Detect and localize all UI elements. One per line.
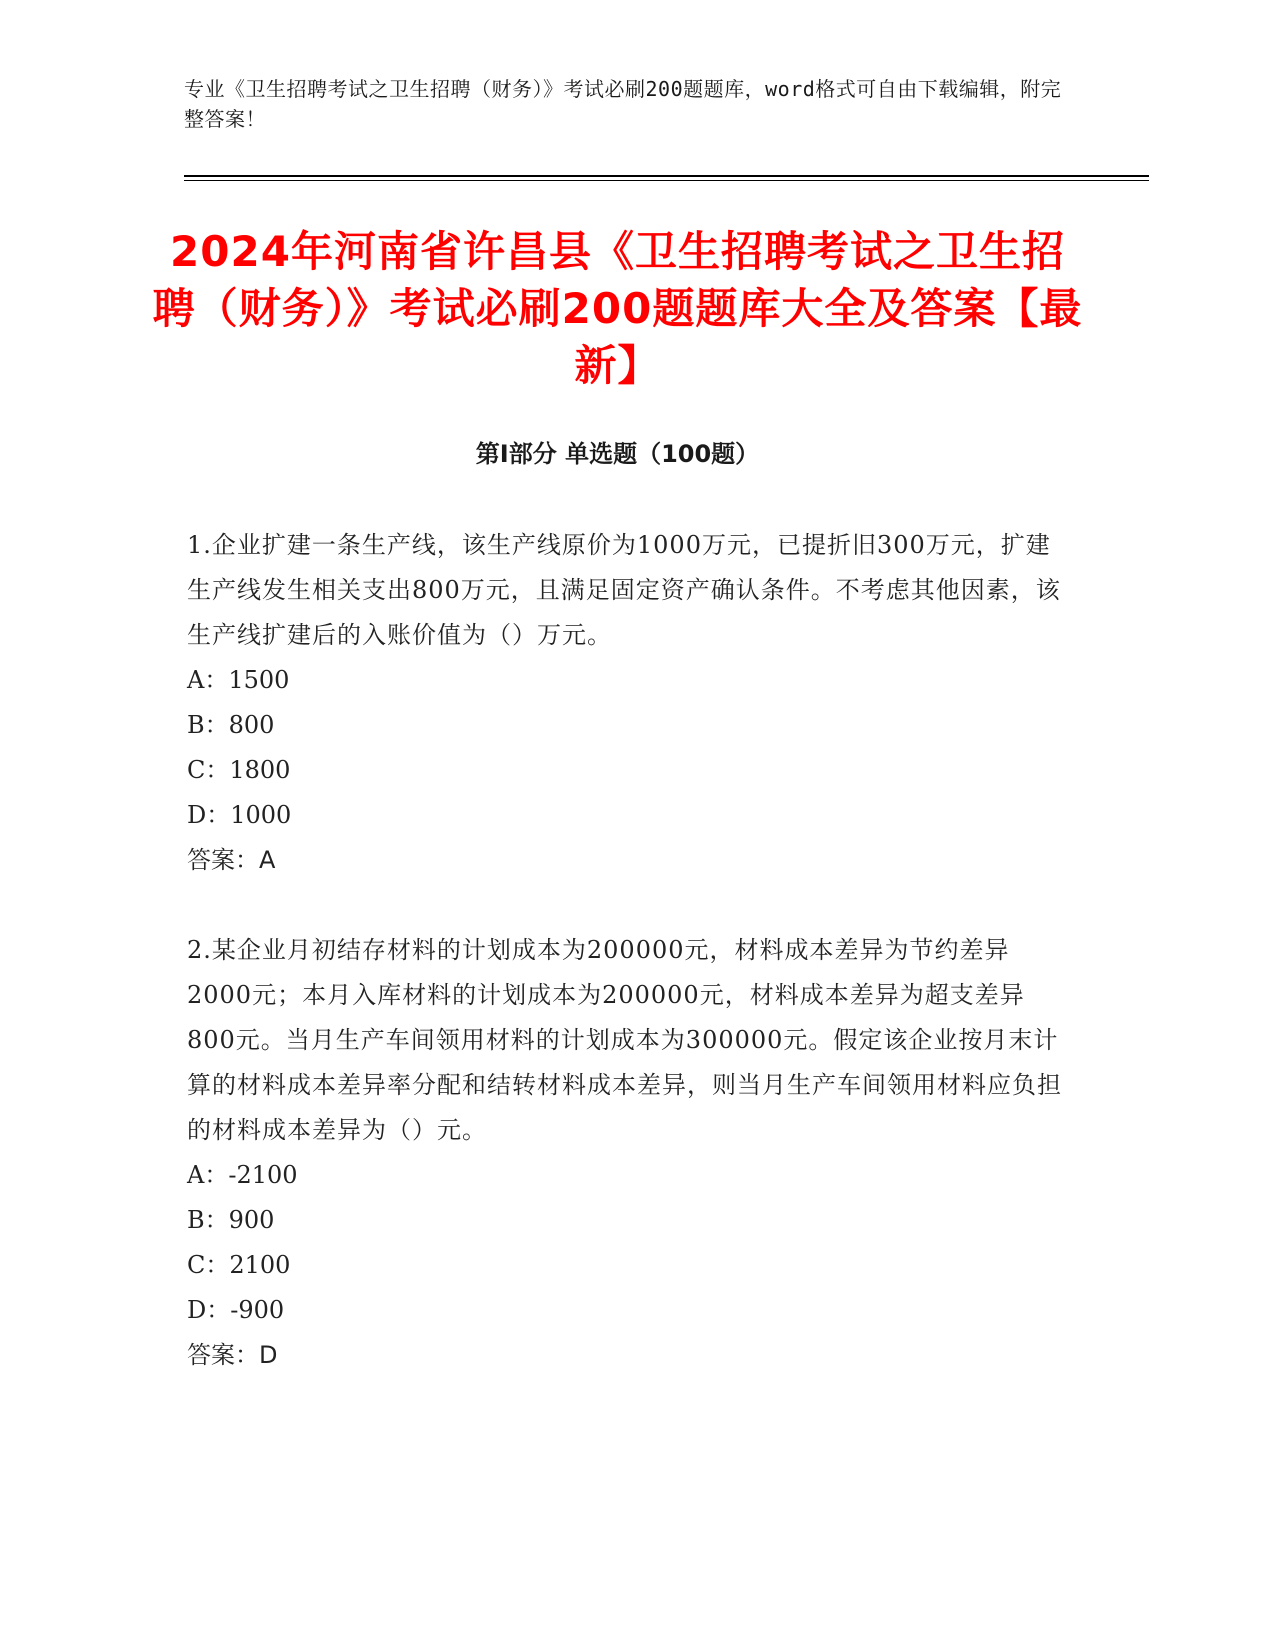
question-stem: 1.企业扩建一条生产线，该生产线原价为1000万元，已提折旧300万元，扩建生产线发生相关支出800万元，且满足固定资产确认条件。不考虑其他因素，该生产线扩建后的入账价值为（）万元。 — [187, 531, 1061, 649]
answer-line: 答案：A — [187, 846, 276, 874]
header-divider-thin — [184, 180, 1149, 181]
header-note: 专业《卫生招聘考试之卫生招聘（财务）》考试必刷200题题库，word格式可自由下载编辑，附完整答案！ — [184, 77, 1062, 131]
option-b: B：900 — [187, 1206, 275, 1234]
option-b: B：800 — [187, 711, 275, 739]
option-d: D：-900 — [187, 1296, 285, 1324]
option-a: A：-2100 — [187, 1161, 298, 1189]
question-block — [187, 523, 1067, 883]
option-a: A：1500 — [187, 666, 290, 694]
document-title: 2024年河南省许昌县《卫生招聘考试之卫生招聘（财务）》考试必刷200题题库大全及答案【最新】 — [152, 227, 1083, 390]
answer-line: 答案：D — [187, 1341, 278, 1369]
option-c: C：1800 — [187, 756, 291, 784]
section-title: 第Ⅰ部分 单选题（100题） — [475, 440, 760, 468]
option-c: C：2100 — [187, 1251, 291, 1279]
question-block — [187, 928, 1067, 1378]
option-d: D：1000 — [187, 801, 292, 829]
question-stem: 2.某企业月初结存材料的计划成本为200000元，材料成本差异为节约差异2000元；本月入库材料的计划成本为200000元，材料成本差异为超支差异800元。当月生产车间领用材料的计划成本为300000元。假定该企业按月末计算的材料成本差异率分配和结转材料成本差异，则当月生产车间领用材料应负担的材料成本差异为（）元。 — [187, 936, 1062, 1144]
header-divider-thick — [184, 175, 1149, 177]
